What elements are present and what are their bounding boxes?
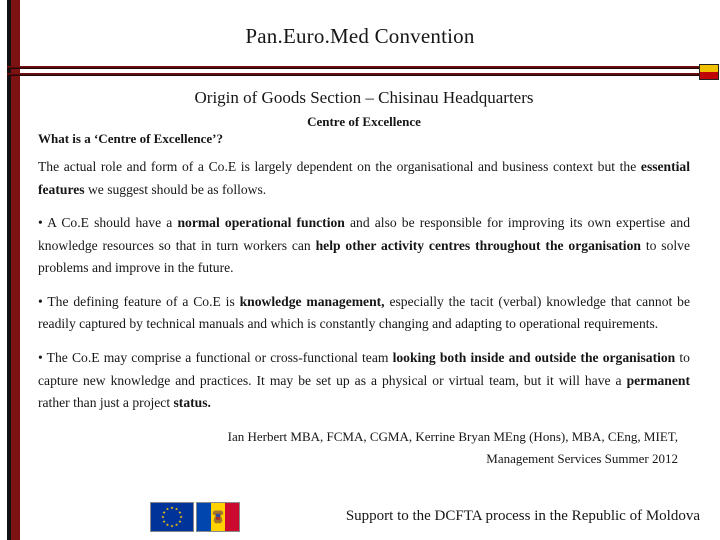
divider-line-bottom <box>7 73 718 76</box>
slide-body <box>38 88 690 471</box>
credits-line-authors: Ian Herbert MBA, FCMA, CGMA, Kerrine Bryan MEng (Hons), MBA, CEng, MIET, <box>227 428 678 444</box>
body-paragraph: • The Co.E may comprise a functional or cross-functional team looking both inside and outside the organisation to capture new knowledge and practices. It may be set up as a physical or virtual team, but it will have a permanent rather than just a project status. <box>38 349 690 411</box>
slide-footer <box>38 502 700 532</box>
subheading-centre-of-excellence: Centre of Excellence <box>307 114 421 129</box>
body-paragraph: The actual role and form of a Co.E is largely dependent on the organisational and business context but the essential features we suggest should be as follows. <box>38 159 690 197</box>
divider-flag-yellow <box>700 65 718 72</box>
support-text: Support to the DCFTA process in the Republic of Moldova <box>345 507 700 524</box>
credits <box>38 426 690 472</box>
divider-line-top <box>7 66 718 69</box>
left-accent-bar <box>7 0 20 540</box>
slide-title: Pan.Euro.Med Convention <box>245 24 475 48</box>
title-divider <box>7 66 718 80</box>
body-paragraph: • The defining feature of a Co.E is knowledge management, especially the tacit (verbal) knowledge that cannot be readily captured by technical manuals and which is constantly changing and adapting to operational requirements. <box>38 293 691 332</box>
credits-line-date: Management Services Summer 2012 <box>486 451 678 467</box>
body-paragraph: • A Co.E should have a normal operational function and also be responsible for improving its own expertise and knowledge resources so that in turn workers can help other activity centres throughout the organisation to solve problems and improve in the future. <box>38 215 690 276</box>
section-heading: Origin of Goods Section – Chisinau Headquarters <box>194 88 534 107</box>
eu-flag-icon <box>150 502 194 532</box>
moldova-flag-icon <box>196 502 240 532</box>
divider-flag-end <box>700 65 718 79</box>
flag-group <box>150 502 240 532</box>
divider-flag-red <box>700 72 718 79</box>
question-line: What is a ‘Centre of Excellence’? <box>38 131 223 146</box>
